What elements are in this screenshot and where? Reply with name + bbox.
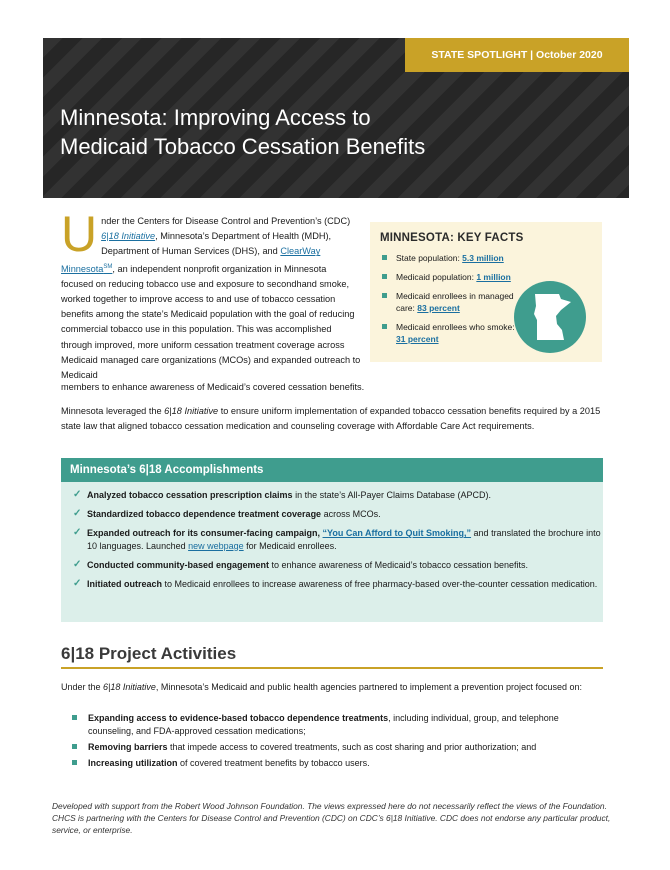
accomplishment-bold: Analyzed tobacco cessation prescription claims bbox=[87, 490, 293, 500]
accomplishment-item bbox=[73, 527, 603, 552]
intro-text-3: , an independent nonprofit organization in Minnesota focused on reducing tobacco use and exposure to secondhand smoke, worked together to improve access to and use of tobacco cessation benefits among the state’s Medicaid population with the goal of reducing commercial tobacco use in this population. This was accomplished through improved, more uniform cessation treatment coverage across Medicaid managed care organizations (MCOs) and expanded outreach to Medicaid bbox=[61, 263, 361, 381]
intro-paragraph bbox=[61, 206, 361, 383]
accomplishment-text: in the state’s All-Payer Claims Database (APCD). bbox=[292, 490, 491, 500]
checkmark-icon: ✓ bbox=[73, 489, 82, 500]
accomplishment-item bbox=[73, 489, 603, 502]
accomplishment-item bbox=[73, 559, 603, 572]
accomplishments-box bbox=[61, 458, 603, 622]
accomplishment-text: and translated the brochure into 10 languages. Launched bbox=[87, 528, 601, 551]
accomplishment-item bbox=[73, 508, 603, 521]
project-intro-initiative: 6|18 Initiative bbox=[103, 682, 156, 692]
leverage-paragraph bbox=[61, 404, 606, 433]
accomplishment-item bbox=[73, 578, 603, 591]
key-fact-item bbox=[382, 252, 522, 264]
project-activity-item bbox=[72, 712, 602, 738]
project-section-title: 6|18 Project Activities bbox=[61, 644, 237, 663]
new-webpage-link[interactable]: new webpage bbox=[188, 540, 244, 551]
service-mark: SM bbox=[103, 263, 113, 270]
spotlight-badge: STATE SPOTLIGHT | October 2020 bbox=[405, 38, 629, 72]
leverage-initiative: 6|18 Initiative bbox=[164, 406, 219, 416]
title-line-1: Minnesota: Improving Access to bbox=[60, 105, 371, 130]
activity-text: that impede access to covered treatments, such as cost sharing and prior authorization; and bbox=[167, 742, 537, 752]
checkmark-icon: ✓ bbox=[73, 508, 82, 519]
key-fact-item bbox=[382, 271, 522, 283]
key-fact-value-link[interactable]: 83 percent bbox=[417, 303, 460, 313]
accomplishment-bold: Conducted community-based engagement bbox=[87, 559, 270, 570]
header-banner bbox=[43, 38, 629, 198]
activity-text: of covered treatment benefits by tobacco users. bbox=[177, 758, 370, 768]
project-activity-item bbox=[72, 757, 602, 770]
checkmark-icon: ✓ bbox=[73, 577, 82, 589]
accomplishments-list bbox=[61, 482, 603, 590]
key-fact-value-link[interactable]: 5.3 million bbox=[462, 253, 504, 263]
title-line-2: Medicaid Tobacco Cessation Benefits bbox=[60, 134, 426, 159]
minnesota-map-icon bbox=[513, 280, 587, 354]
checkmark-icon: ✓ bbox=[73, 527, 82, 538]
project-intro bbox=[61, 680, 601, 694]
project-activity-item bbox=[72, 741, 602, 754]
section-divider bbox=[61, 667, 603, 669]
accomplishment-text: to Medicaid enrollees to increase awareness of free pharmacy-based over-the-counter cessation medication. bbox=[162, 578, 598, 589]
activity-bold: Expanding access to evidence-based tobacco dependence treatments bbox=[88, 713, 389, 723]
key-facts-box bbox=[370, 222, 602, 362]
initiative-link[interactable]: 6|18 Initiative bbox=[101, 231, 156, 242]
key-fact-label: State population: bbox=[396, 253, 463, 263]
activity-text: , including individual, group, and telephone counseling, and FDA-approved cessation medications; bbox=[88, 713, 559, 736]
intro-text-1: nder the Centers for Disease Control and Prevention’s (CDC) bbox=[101, 216, 351, 226]
page-title bbox=[60, 103, 425, 161]
key-fact-item bbox=[382, 321, 522, 345]
leverage-text-1: Minnesota leveraged the bbox=[61, 406, 165, 416]
project-intro-text-2: , Minnesota’s Medicaid and public health agencies partnered to implement a prevention project focused on: bbox=[155, 682, 582, 692]
key-fact-value-link[interactable]: 31 percent bbox=[396, 334, 439, 344]
checkmark-icon: ✓ bbox=[73, 558, 82, 570]
key-fact-item bbox=[382, 290, 522, 314]
key-fact-value-link[interactable]: 1 million bbox=[476, 272, 511, 282]
accomplishment-text: for Medicaid enrollees. bbox=[243, 540, 337, 551]
intro-tail: members to enhance awareness of Medicaid’s covered cessation benefits. bbox=[61, 382, 365, 392]
key-facts-title: MINNESOTA: KEY FACTS bbox=[380, 232, 524, 244]
project-activities-list bbox=[72, 712, 602, 773]
accomplishment-bold: Expanded outreach for its consumer-facing campaign, bbox=[87, 528, 323, 538]
key-fact-label: Medicaid population: bbox=[396, 272, 477, 282]
accomplishment-bold: Standardized tobacco dependence treatment coverage bbox=[87, 509, 322, 519]
key-fact-label: Medicaid enrollees in managed care: bbox=[396, 291, 514, 313]
activity-bold: Increasing utilization bbox=[88, 758, 178, 768]
clearway-link-text: ClearWay Minnesota bbox=[61, 246, 321, 274]
drop-cap: U bbox=[61, 206, 98, 262]
leverage-text-2: to ensure uniform implementation of expanded tobacco cessation benefits required by a 2015 state law that aligned tobacco cessation medication and counseling coverage with Affordable Care Act requirements. bbox=[61, 406, 601, 431]
project-intro-text-1: Under the bbox=[61, 682, 104, 692]
campaign-link[interactable]: “You Can Afford to Quit Smoking,” bbox=[322, 528, 472, 538]
key-fact-label: Medicaid enrollees who smoke: bbox=[396, 322, 515, 332]
accomplishment-bold: Initiated outreach bbox=[87, 578, 163, 589]
footer-disclaimer: Developed with support from the Robert Wood Johnson Foundation. The views expressed here do not necessarily reflect the views of the Foundation. CHCS is partnering with the Centers for Disease Control and Prevention (CDC) on CDC’s 6|18 Initiative. CDC does not endorse any particular product, service, or enterprise. bbox=[52, 801, 611, 835]
accomplishment-text: to enhance awareness of Medicaid’s tobacco cessation benefits. bbox=[269, 559, 529, 570]
activity-bold: Removing barriers bbox=[88, 742, 168, 752]
accomplishment-text: across MCOs. bbox=[321, 509, 381, 519]
accomplishments-title: Minnesota’s 6|18 Accomplishments bbox=[61, 458, 603, 482]
intro-text-2: , Minnesota’s Department of Health (MDH), Department of Human Services (DHS), and bbox=[101, 231, 332, 257]
key-facts-list bbox=[382, 252, 522, 352]
